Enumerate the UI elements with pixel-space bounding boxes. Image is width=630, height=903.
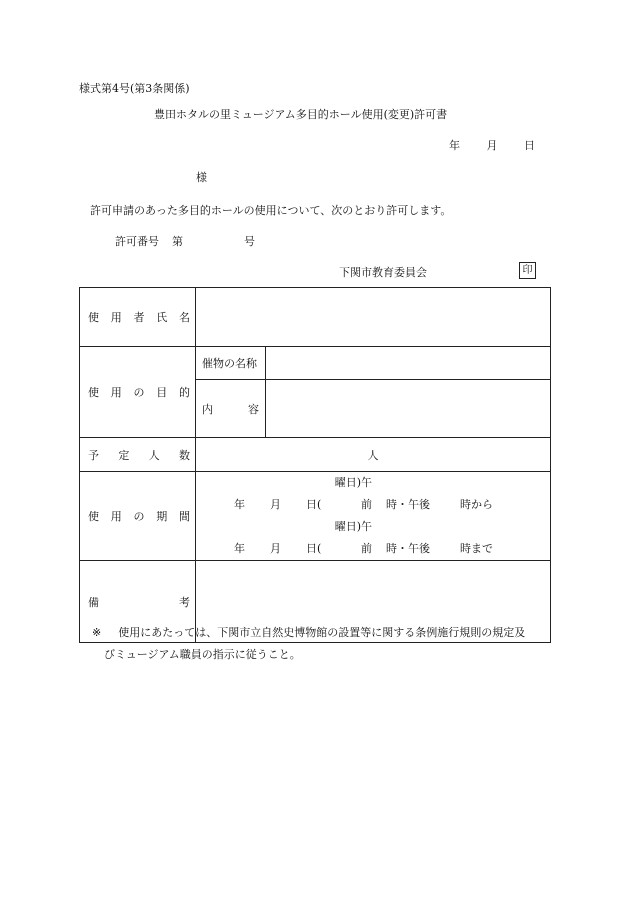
- permit-number-prefix: 第: [172, 235, 183, 248]
- usage-note: [92, 622, 525, 666]
- permit-number-label: 許可番号: [115, 235, 159, 248]
- people-label-cell: [80, 438, 196, 472]
- form-number: 様式第4号(第3条関係): [79, 82, 190, 95]
- issuer-name: 下関市教育委員会: [339, 266, 427, 279]
- content-value[interactable]: [266, 380, 551, 438]
- note-line-2: びミュージアム職員の指示に従うこと。: [104, 648, 301, 661]
- people-unit: 人: [367, 448, 379, 462]
- event-name-label: 催物の名称: [196, 347, 266, 380]
- period-to-line: 年 月 日(曜日)午前 時・午後 時まで: [234, 520, 493, 555]
- people-label: 予 定 人 数: [88, 448, 190, 462]
- period-label-cell: [80, 472, 196, 561]
- permit-number-suffix: 号: [244, 235, 255, 248]
- date-day: 日: [524, 139, 535, 152]
- content-label-cell: [196, 380, 266, 438]
- purpose-label: 使 用 の 目 的: [88, 386, 190, 399]
- event-name-value[interactable]: [266, 347, 551, 380]
- user-name-value[interactable]: [196, 288, 551, 347]
- period-label: 使 用 の 期 間: [88, 510, 190, 523]
- period-value[interactable]: [196, 472, 551, 561]
- content-label: 内 容: [202, 402, 259, 416]
- seal-stamp: 印: [519, 262, 536, 279]
- user-name-label: 使 用 者 氏 名: [88, 311, 190, 324]
- intro-text: 許可申請のあった多目的ホールの使用について、次のとおり許可します。: [90, 204, 452, 217]
- permit-table: [79, 287, 551, 643]
- note-mark: ※: [92, 626, 102, 639]
- recipient-honorific: 様: [196, 171, 207, 184]
- purpose-label-cell: [80, 347, 196, 438]
- period-from-line: 年 月 日(曜日)午前 時・午後 時から: [234, 476, 493, 511]
- date-month: 月: [486, 139, 498, 152]
- user-name-label-cell: [80, 288, 196, 347]
- permit-number-line: [115, 233, 255, 249]
- form-title: 豊田ホタルの里ミュージアム多目的ホール使用(変更)許可書: [154, 108, 448, 121]
- date-line: [449, 137, 535, 153]
- remarks-label: 備 考: [88, 595, 190, 609]
- date-year: 年: [449, 139, 460, 152]
- note-line-1: 使用にあたっては、下関市立自然史博物館の設置等に関する条例施行規則の規定及: [118, 626, 526, 639]
- people-value[interactable]: [196, 438, 551, 472]
